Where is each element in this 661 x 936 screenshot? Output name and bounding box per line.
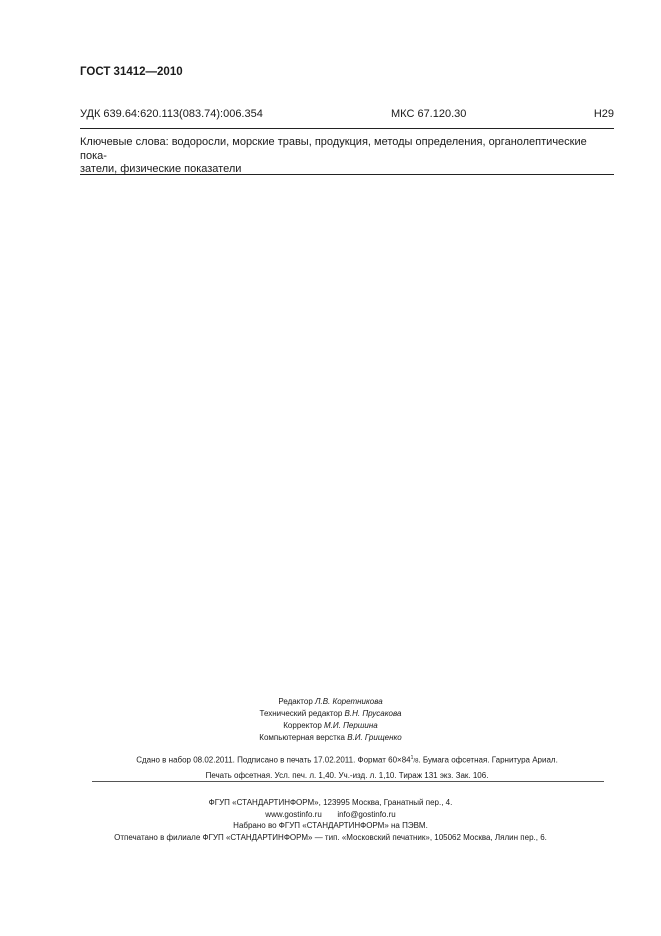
udk-code: УДК 639.64:620.113(083.74):006.354 [80, 108, 263, 120]
publisher-contacts [0, 809, 661, 821]
keywords-block [80, 136, 614, 177]
imprint-block [80, 752, 614, 782]
standard-header: ГОСТ 31412—2010 [80, 66, 183, 78]
keywords-line-2: затели, физические показатели [80, 163, 242, 175]
credit-tech-editor: Технический редактор В.Н. Прусакова [259, 709, 402, 718]
imprint-line-2: Печать офсетная. Усл. печ. л. 1,40. Уч.-изд. л. 1,10. Тираж 131 экз. Зак. 106. [205, 770, 489, 780]
publisher-block [0, 797, 661, 843]
okp-code: Н29 [593, 108, 614, 120]
printed-note: Отпечатано в филиале ФГУП «СТАНДАРТИНФОРМ» — тип. «Московский печатник», 105062 Москва, Лялин пер., 6. [114, 832, 547, 842]
divider-keywords [80, 174, 614, 175]
imprint-line-1: Сдано в набор 08.02.2011. Подписано в печать 17.02.2011. Формат $60\times 84^1/8$. Бумага офсетная. Гарнитура Ариал. [136, 755, 558, 765]
credit-editor: Редактор Л.В. Коретникова [278, 697, 383, 706]
typeset-note: Набрано во ФГУП «СТАНДАРТИНФОРМ» на ПЭВМ. [233, 821, 428, 830]
mks-code: МКС 67.120.30 [391, 108, 467, 120]
credit-proofreader: Корректор М.И. Першина [283, 721, 378, 730]
publisher-website: www.gostinfo.ru [265, 809, 322, 819]
divider-top [80, 128, 614, 129]
publisher-address: ФГУП «СТАНДАРТИНФОРМ», 123995 Москва, Гранатный пер., 4. [208, 798, 453, 807]
keywords-line-1: Ключевые слова: водоросли, морские травы, продукция, методы определения, органолептические пока- [80, 136, 587, 162]
classification-row [80, 108, 614, 122]
publisher-email: info@gostinfo.ru [337, 809, 396, 819]
divider-imprint [92, 781, 604, 782]
credit-layout: Компьютерная верстка В.И. Грищенко [259, 733, 402, 742]
credits-block [0, 696, 661, 744]
